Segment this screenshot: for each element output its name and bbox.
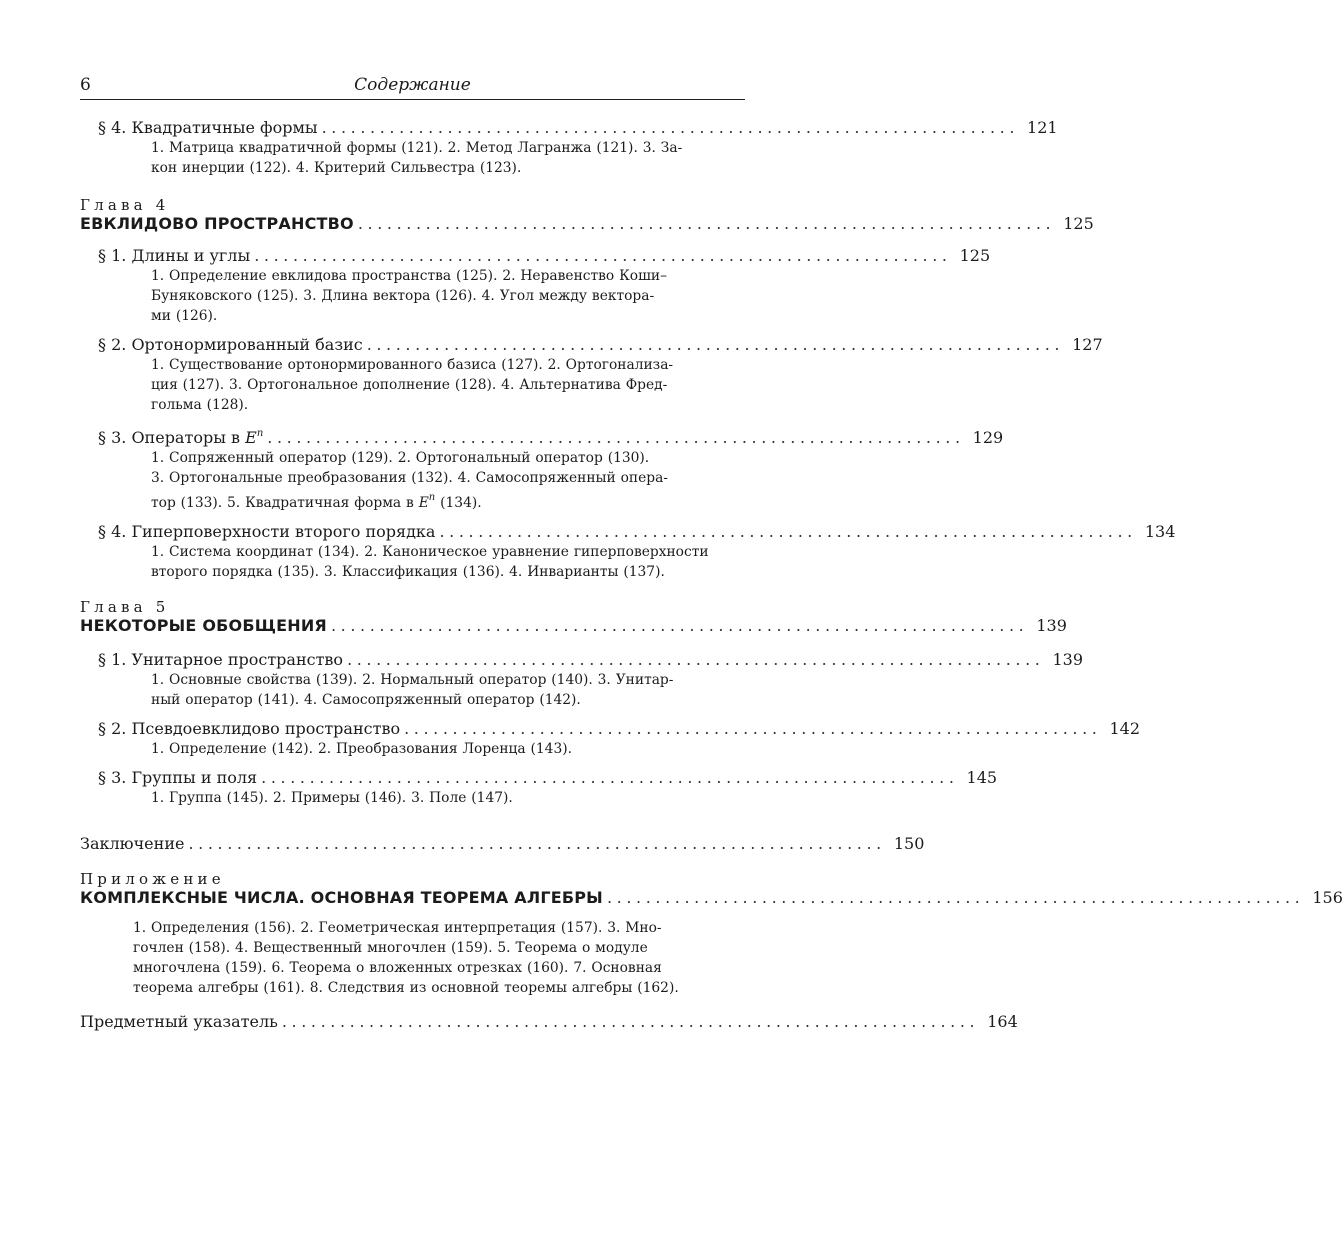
leader-dots: ........................................................................ xyxy=(366,335,1065,354)
leader-dots: ........................................................................ xyxy=(439,522,1137,541)
section-title-text: § 3. Операторы в xyxy=(98,428,241,447)
page-header xyxy=(80,75,745,97)
math-exponent: n xyxy=(256,428,264,439)
leader-dots: ........................................................................ xyxy=(357,214,1056,233)
toc-row xyxy=(80,214,1094,234)
toc-row xyxy=(98,768,998,788)
appendix-heading xyxy=(80,870,1343,998)
header-rule xyxy=(80,99,745,100)
toc-section xyxy=(98,246,991,326)
page-ref: 125 xyxy=(959,246,991,265)
toc-row xyxy=(98,335,1103,355)
subsection-line: гольма (128). xyxy=(151,397,249,413)
leader-dots: ........................................................................ xyxy=(347,650,1045,669)
toc-section xyxy=(98,335,1103,415)
subsection-list xyxy=(151,739,713,759)
subsection-line: 1. Определения (156). 2. Геометрическая интерпретация (157). 3. Мно- xyxy=(133,920,662,936)
math-exponent: n xyxy=(428,492,436,503)
subsection-line: второго порядка (135). 3. Классификация (136). 4. Инварианты (137). xyxy=(151,564,665,580)
toc-section xyxy=(98,650,1083,710)
leader-dots: ........................................................................ xyxy=(281,1012,980,1031)
page-ref: 142 xyxy=(1109,719,1141,738)
toc-section xyxy=(98,768,998,808)
subsection-line: 1. Система координат (134). 2. Каноническое уравнение гиперповерхности xyxy=(151,544,709,560)
subsection-list xyxy=(151,138,713,178)
page-ref: 164 xyxy=(987,1012,1018,1031)
subsection-line: теорема алгебры (161). 8. Следствия из основной теоремы алгебры (162). xyxy=(133,980,679,996)
page-ref: 145 xyxy=(966,768,998,787)
leader-dots: ........................................................................ xyxy=(261,768,959,787)
appendix-title: КОМПЛЕКСНЫЕ ЧИСЛА. ОСНОВНАЯ ТЕОРЕМА АЛГЕБРЫ xyxy=(80,888,603,907)
toc-row xyxy=(80,888,1343,908)
subsection-line: 1. Матрица квадратичной формы (121). 2. Метод Лагранжа (121). 3. За- xyxy=(151,140,683,156)
index-title: Предметный указатель xyxy=(80,1012,278,1031)
subsection-list xyxy=(151,542,713,582)
subsection-line: гочлен (158). 4. Вещественный многочлен (159). 5. Теорема о модуле xyxy=(133,940,648,956)
page-ref: 129 xyxy=(972,428,1004,447)
chapter-heading xyxy=(80,598,1067,636)
section-title: § 3. Группы и поля xyxy=(98,768,258,787)
section-title: § 2. Псевдоевклидово пространство xyxy=(98,719,401,738)
subsection-list xyxy=(151,266,713,326)
subsection-line: 1. Определение (142). 2. Преобразования Лоренца (143). xyxy=(151,741,572,757)
toc-section xyxy=(98,522,1176,582)
leader-dots: ........................................................................ xyxy=(321,118,1020,137)
page-ref: 139 xyxy=(1052,650,1083,669)
conclusion-title: Заключение xyxy=(80,834,185,853)
page-ref: 125 xyxy=(1063,214,1094,233)
subsection-text: (134). xyxy=(440,495,482,511)
subsection-line: многочлена (159). 6. Теорема о вложенных отрезках (160). 7. Основная xyxy=(133,960,662,976)
page-ref: 150 xyxy=(893,834,925,853)
leader-dots: ........................................................................ xyxy=(404,719,1102,738)
subsection-list xyxy=(151,788,713,808)
page-ref: 127 xyxy=(1072,335,1103,354)
toc-page xyxy=(80,75,1343,1032)
subsection-list xyxy=(151,670,713,710)
math-var: E xyxy=(418,495,429,511)
subsection-line: кон инерции (122). 4. Критерий Сильвестра (123). xyxy=(151,160,522,176)
toc-row xyxy=(98,650,1083,670)
toc-section xyxy=(98,719,1141,759)
subsection-line: 1. Сопряженный оператор (129). 2. Ортогональный оператор (130). xyxy=(151,450,650,466)
subsection-line: 1. Группа (145). 2. Примеры (146). 3. Поле (147). xyxy=(151,790,513,806)
chapter-label: Глава 5 xyxy=(80,598,170,616)
toc-row xyxy=(98,424,1004,448)
toc-section xyxy=(98,424,1004,513)
toc-section xyxy=(98,118,1058,178)
chapter-title: НЕКОТОРЫЕ ОБОБЩЕНИЯ xyxy=(80,616,327,635)
chapter-heading xyxy=(80,196,1094,234)
subsection-line: ный оператор (141). 4. Самосопряженный оператор (142). xyxy=(151,692,581,708)
leader-dots: ........................................................................ xyxy=(188,834,886,853)
chapter-label: Глава 4 xyxy=(80,196,170,214)
subsection-line xyxy=(151,488,713,513)
page-number: 6 xyxy=(80,75,91,95)
subsection-text: тор (133). 5. Квадратичная форма в xyxy=(151,495,414,511)
chapter-title: ЕВКЛИДОВО ПРОСТРАНСТВО xyxy=(80,214,354,233)
leader-dots: ........................................................................ xyxy=(267,428,965,447)
leader-dots: ........................................................................ xyxy=(254,246,952,265)
section-title: § 2. Ортонормированный базис xyxy=(98,335,363,354)
page-ref: 156 xyxy=(1312,888,1343,907)
subsection-line: 1. Определение евклидова пространства (125). 2. Неравенство Коши– xyxy=(151,268,667,284)
section-title xyxy=(98,424,263,448)
toc-row xyxy=(98,719,1141,739)
math-var: E xyxy=(245,428,257,447)
page-ref: 139 xyxy=(1036,616,1067,635)
subsection-list xyxy=(151,448,713,513)
subsection-list xyxy=(151,355,713,415)
toc-row-conclusion xyxy=(80,834,925,854)
toc-row xyxy=(98,522,1176,542)
toc-row xyxy=(80,616,1067,636)
section-title: § 4. Гиперповерхности второго порядка xyxy=(98,522,436,541)
toc-row-index xyxy=(80,1012,1018,1032)
page-ref: 134 xyxy=(1144,522,1176,541)
toc-row xyxy=(98,246,991,266)
section-title: § 1. Унитарное пространство xyxy=(98,650,344,669)
subsection-line: 3. Ортогональные преобразования (132). 4. Самосопряженный опера- xyxy=(151,470,668,486)
subsection-line: ми (126). xyxy=(151,308,218,324)
running-title: Содержание xyxy=(354,75,471,95)
subsection-list xyxy=(133,918,695,998)
subsection-line: Буняковского (125). 3. Длина вектора (126). 4. Угол между вектора- xyxy=(151,288,655,304)
toc-row xyxy=(98,118,1058,138)
subsection-line: 1. Основные свойства (139). 2. Нормальный оператор (140). 3. Унитар- xyxy=(151,672,674,688)
appendix-label: Приложение xyxy=(80,870,225,888)
subsection-line: ция (127). 3. Ортогональное дополнение (128). 4. Альтернатива Фред- xyxy=(151,377,668,393)
leader-dots: ........................................................................ xyxy=(330,616,1029,635)
subsection-line: 1. Существование ортонормированного базиса (127). 2. Ортогонализа- xyxy=(151,357,674,373)
section-title: § 4. Квадратичные формы xyxy=(98,118,318,137)
section-title: § 1. Длины и углы xyxy=(98,246,251,265)
leader-dots: ........................................................................ xyxy=(606,888,1305,907)
page-ref: 121 xyxy=(1027,118,1058,137)
